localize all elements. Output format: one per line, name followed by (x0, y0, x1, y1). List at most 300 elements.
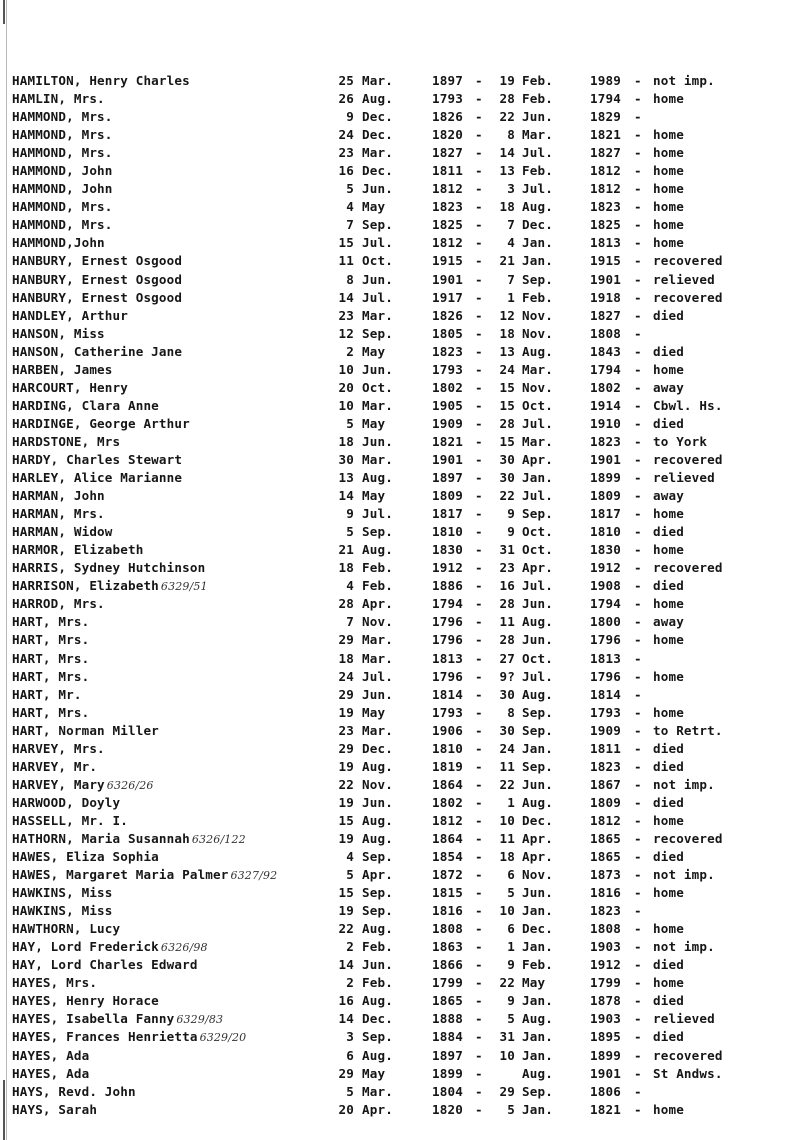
discharge-year: 1843 (590, 343, 621, 359)
discharge-day: 18 (499, 325, 515, 341)
separator-dash: - (475, 812, 483, 828)
admission-year: 1802 (432, 379, 463, 395)
discharge-year: 1794 (590, 361, 621, 377)
patient-name-text: HANBURY, Ernest Osgood (12, 253, 183, 269)
separator-dash: - (475, 73, 483, 88)
separator-dash: - (634, 488, 642, 504)
admission-year: 1796 (432, 614, 463, 630)
patient-name (12, 668, 91, 687)
admission-month: Jun. (362, 433, 393, 449)
separator-dash: - (475, 181, 483, 197)
patient-name-text: HANBURY, Ernest Osgood (12, 289, 183, 305)
discharge-month: Jan. (522, 470, 553, 486)
patient-name (12, 992, 161, 1011)
separator-dash: - (634, 885, 642, 901)
patient-name (12, 559, 207, 578)
patient-name (12, 361, 115, 380)
discharge-status: home (653, 361, 684, 377)
discharge-status: home (653, 91, 684, 107)
discharge-year: 1901 (590, 1065, 621, 1081)
discharge-status: died (653, 849, 684, 865)
discharge-year: 1867 (590, 776, 621, 792)
admission-day: 5 (346, 415, 354, 431)
admission-month: Aug. (362, 812, 393, 828)
admission-month: Aug. (362, 1047, 393, 1063)
separator-dash: - (475, 307, 483, 323)
patient-name-text: HART, Norman Miller (12, 722, 159, 738)
register-entry (12, 469, 797, 487)
separator-dash: - (634, 109, 642, 125)
discharge-status: home (653, 704, 684, 720)
separator-dash: - (475, 433, 483, 449)
admission-month: Dec. (362, 127, 393, 143)
separator-dash: - (634, 722, 642, 738)
patient-name (12, 758, 99, 777)
patient-name (12, 920, 122, 939)
admission-day: 29 (338, 632, 354, 648)
discharge-status: relieved (653, 470, 715, 486)
separator-dash: - (634, 957, 642, 973)
register-entry (12, 740, 797, 758)
register-entry (12, 361, 797, 379)
register-entry (12, 650, 797, 668)
separator-dash: - (475, 217, 483, 233)
admission-year: 1865 (432, 993, 463, 1009)
admission-year: 1866 (432, 957, 463, 973)
discharge-month: Jan. (522, 903, 553, 919)
discharge-day: 10 (499, 903, 515, 919)
separator-dash: - (475, 740, 483, 756)
admission-day: 4 (346, 578, 354, 594)
separator-dash: - (475, 830, 483, 846)
admission-day: 23 (338, 722, 354, 738)
admission-day: 30 (338, 451, 354, 467)
admission-month: Sep. (362, 217, 393, 233)
register-entry (12, 938, 797, 956)
admission-day: 7 (346, 614, 354, 630)
register-entry (12, 758, 797, 776)
admission-day: 29 (338, 740, 354, 756)
discharge-status: away (653, 614, 684, 630)
patient-name (12, 938, 208, 957)
admission-day: 25 (338, 73, 354, 88)
discharge-day: 31 (499, 542, 515, 558)
discharge-month: Nov. (522, 325, 553, 341)
patient-name-text: HART, Mr. (12, 686, 82, 702)
admission-month: Nov. (362, 614, 393, 630)
admission-month: Sep. (362, 325, 393, 341)
discharge-day: 9 (507, 957, 515, 973)
admission-month: Jun. (362, 361, 393, 377)
register-entry (12, 776, 797, 794)
register-entry (12, 631, 797, 649)
separator-dash: - (634, 542, 642, 558)
discharge-month: Jun. (522, 776, 553, 792)
separator-dash: - (634, 596, 642, 612)
admission-day: 18 (338, 650, 354, 666)
separator-dash: - (634, 614, 642, 630)
left-margin-line (6, 0, 7, 1140)
patient-name-text: HARBEN, James (12, 361, 113, 377)
discharge-year: 1823 (590, 433, 621, 449)
admission-month: Sep. (362, 903, 393, 919)
discharge-day: 1 (507, 794, 515, 810)
patient-name-text: HAWES, Margaret Maria Palmer (12, 867, 229, 883)
register-entry (12, 234, 797, 252)
admission-day: 9 (346, 506, 354, 522)
separator-dash: - (634, 217, 642, 233)
admission-month: May (362, 415, 386, 431)
admission-day: 23 (338, 307, 354, 323)
admission-month: Sep. (362, 1029, 393, 1045)
separator-dash: - (475, 415, 483, 431)
discharge-year: 1817 (590, 506, 621, 522)
register-entry (12, 325, 797, 343)
separator-dash: - (634, 433, 642, 449)
patient-name-text: HARDING, Clara Anne (12, 397, 159, 413)
discharge-status: died (653, 307, 684, 323)
admission-year: 1799 (432, 975, 463, 991)
discharge-year: 1901 (590, 451, 621, 467)
discharge-year: 1909 (590, 722, 621, 738)
patient-name-text: HARCOURT, Henry (12, 379, 128, 395)
discharge-day: 30 (499, 722, 515, 738)
admission-year: 1864 (432, 830, 463, 846)
separator-dash: - (475, 1101, 483, 1117)
patient-name (12, 469, 184, 488)
discharge-year: 1796 (590, 668, 621, 684)
admission-day: 26 (338, 91, 354, 107)
separator-dash: - (634, 849, 642, 865)
admission-year: 1804 (432, 1083, 463, 1099)
discharge-month: Jun. (522, 885, 553, 901)
admission-year: 1793 (432, 704, 463, 720)
discharge-month: Jul. (522, 578, 553, 594)
discharge-month: Feb. (522, 289, 553, 305)
discharge-month: Feb. (522, 73, 553, 88)
admission-day: 2 (346, 939, 354, 955)
patient-name (12, 126, 115, 145)
register-entry (12, 144, 797, 162)
register-entry (12, 90, 797, 108)
separator-dash: - (475, 939, 483, 955)
discharge-day: 7 (507, 271, 515, 287)
patient-name-text: HASSELL, Mr. I. (12, 812, 128, 828)
patient-name (12, 704, 91, 723)
admission-month: Apr. (362, 1101, 393, 1117)
discharge-status: died (653, 794, 684, 810)
discharge-day: 16 (499, 578, 515, 594)
discharge-month: Mar. (522, 127, 553, 143)
patient-name (12, 180, 115, 199)
admission-day: 29 (338, 686, 354, 702)
register-entry (12, 289, 797, 307)
admission-year: 1826 (432, 307, 463, 323)
separator-dash: - (634, 415, 642, 431)
admission-month: Apr. (362, 867, 393, 883)
admission-day: 13 (338, 470, 354, 486)
discharge-month: Oct. (522, 542, 553, 558)
patient-name-text: HARDINGE, George Arthur (12, 415, 190, 431)
register-entry (12, 866, 797, 884)
patient-name (12, 108, 115, 127)
discharge-year: 1829 (590, 109, 621, 125)
patient-name-text: HAWTHORN, Lucy (12, 921, 121, 937)
admission-year: 1825 (432, 217, 463, 233)
admission-day: 12 (338, 325, 354, 341)
admission-year: 1817 (432, 506, 463, 522)
separator-dash: - (475, 488, 483, 504)
admission-month: Mar. (362, 650, 393, 666)
discharge-month: Sep. (522, 271, 553, 287)
separator-dash: - (634, 397, 642, 413)
admission-year: 1864 (432, 776, 463, 792)
separator-dash: - (475, 1029, 483, 1045)
register-entry (12, 974, 797, 992)
admission-month: Aug. (362, 91, 393, 107)
admission-year: 1796 (432, 632, 463, 648)
discharge-day: 15 (499, 433, 515, 449)
admission-day: 29 (338, 1065, 354, 1081)
register-entry (12, 902, 797, 920)
register-entry (12, 668, 797, 686)
admission-year: 1823 (432, 199, 463, 215)
patient-name (12, 686, 84, 705)
patient-name-text: HAMMOND, Mrs. (12, 127, 113, 143)
register-entry (12, 307, 797, 325)
separator-dash: - (634, 632, 642, 648)
discharge-day: 19 (499, 73, 515, 88)
separator-dash: - (634, 686, 642, 702)
admission-day: 18 (338, 560, 354, 576)
admission-year: 1897 (432, 73, 463, 88)
discharge-day: 15 (499, 397, 515, 413)
discharge-year: 1865 (590, 849, 621, 865)
discharge-month: Apr. (522, 849, 553, 865)
separator-dash: - (634, 379, 642, 395)
discharge-month: Aug. (522, 614, 553, 630)
discharge-month: Sep. (522, 1083, 553, 1099)
register-entry (12, 252, 797, 270)
separator-dash: - (634, 307, 642, 323)
separator-dash: - (634, 560, 642, 576)
admission-month: Jul. (362, 289, 393, 305)
discharge-year: 1793 (590, 704, 621, 720)
admission-month: May (362, 199, 386, 215)
register-entry (12, 126, 797, 144)
patient-name (12, 577, 208, 596)
discharge-status: recovered (653, 253, 723, 269)
admission-month: Aug. (362, 993, 393, 1009)
patient-name (12, 415, 192, 434)
register-entry (12, 487, 797, 505)
discharge-year: 1827 (590, 145, 621, 161)
admission-day: 14 (338, 488, 354, 504)
admission-year: 1826 (432, 109, 463, 125)
admission-month: Mar. (362, 451, 393, 467)
admission-year: 1897 (432, 1047, 463, 1063)
separator-dash: - (634, 668, 642, 684)
discharge-status: not imp. (653, 73, 715, 88)
admission-year: 1816 (432, 903, 463, 919)
register-entry (12, 920, 797, 938)
discharge-year: 1908 (590, 578, 621, 594)
admission-month: Mar. (362, 307, 393, 323)
patient-name-text: HARMAN, Widow (12, 524, 113, 540)
discharge-year: 1878 (590, 993, 621, 1009)
admission-day: 10 (338, 361, 354, 377)
discharge-day: 24 (499, 740, 515, 756)
discharge-year: 1895 (590, 1029, 621, 1045)
discharge-month: Nov. (522, 379, 553, 395)
discharge-status: home (653, 506, 684, 522)
patient-name-text: HART, Mrs. (12, 650, 90, 666)
discharge-day: 30 (499, 686, 515, 702)
discharge-month: Jan. (522, 939, 553, 955)
discharge-year: 1816 (590, 885, 621, 901)
separator-dash: - (475, 993, 483, 1009)
discharge-month: Oct. (522, 524, 553, 540)
discharge-day: 18 (499, 849, 515, 865)
discharge-status: home (653, 199, 684, 215)
admission-year: 1812 (432, 235, 463, 251)
admission-year: 1897 (432, 470, 463, 486)
discharge-day: 22 (499, 776, 515, 792)
discharge-month: Aug. (522, 1011, 553, 1027)
discharge-year: 1810 (590, 524, 621, 540)
register-entry (12, 794, 797, 812)
discharge-month: Jan. (522, 1029, 553, 1045)
patient-name-text: HAMILTON, Henry Charles (12, 73, 190, 88)
admission-year: 1909 (432, 415, 463, 431)
admission-year: 1819 (432, 758, 463, 774)
admission-day: 4 (346, 849, 354, 865)
separator-dash: - (634, 740, 642, 756)
discharge-status: not imp. (653, 939, 715, 955)
register-entry (12, 523, 797, 541)
discharge-status: died (653, 957, 684, 973)
admission-day: 4 (346, 199, 354, 215)
discharge-month: Apr. (522, 830, 553, 846)
patient-name-text: HAMMOND, Mrs. (12, 109, 113, 125)
discharge-year: 1812 (590, 812, 621, 828)
admission-year: 1906 (432, 722, 463, 738)
separator-dash: - (475, 289, 483, 305)
admission-month: May (362, 704, 386, 720)
discharge-status: home (653, 668, 684, 684)
patient-name (12, 848, 161, 867)
discharge-month: Aug. (522, 1065, 553, 1081)
admission-year: 1830 (432, 542, 463, 558)
discharge-year: 1903 (590, 1011, 621, 1027)
patient-name-text: HARVEY, Mr. (12, 758, 98, 774)
admission-day: 24 (338, 668, 354, 684)
discharge-year: 1814 (590, 686, 621, 702)
discharge-status: home (653, 145, 684, 161)
admission-day: 20 (338, 1101, 354, 1117)
admission-year: 1793 (432, 361, 463, 377)
admission-month: Jun. (362, 181, 393, 197)
patient-name (12, 956, 200, 975)
admission-day: 22 (338, 921, 354, 937)
admission-month: Feb. (362, 975, 393, 991)
separator-dash: - (475, 975, 483, 991)
admission-month: Feb. (362, 560, 393, 576)
admission-day: 6 (346, 1047, 354, 1063)
patient-name-text: HAYS, Sarah (12, 1101, 98, 1117)
admission-year: 1872 (432, 867, 463, 883)
discharge-year: 1823 (590, 758, 621, 774)
admission-year: 1854 (432, 849, 463, 865)
handwritten-reference: 6326/98 (160, 941, 208, 955)
separator-dash: - (634, 524, 642, 540)
discharge-day: 6 (507, 867, 515, 883)
separator-dash: - (475, 325, 483, 341)
discharge-month: Jun. (522, 109, 553, 125)
register-entry (12, 1065, 797, 1083)
discharge-status: relieved (653, 1011, 715, 1027)
admission-day: 19 (338, 903, 354, 919)
admission-day: 16 (338, 993, 354, 1009)
admission-year: 1808 (432, 921, 463, 937)
discharge-day: 13 (499, 343, 515, 359)
discharge-month: Nov. (522, 867, 553, 883)
separator-dash: - (634, 199, 642, 215)
discharge-status: home (653, 921, 684, 937)
separator-dash: - (634, 830, 642, 846)
discharge-month: Jan. (522, 1101, 553, 1117)
register-entry (12, 992, 797, 1010)
admission-year: 1805 (432, 325, 463, 341)
admission-month: Jul. (362, 506, 393, 522)
discharge-day: 11 (499, 830, 515, 846)
admission-day: 5 (346, 1083, 354, 1099)
discharge-day: 9? (499, 668, 515, 684)
separator-dash: - (634, 776, 642, 792)
register-entry (12, 1047, 797, 1065)
discharge-year: 1910 (590, 415, 621, 431)
discharge-day: 1 (507, 289, 515, 305)
register-entry (12, 216, 797, 234)
admission-day: 3 (346, 1029, 354, 1045)
patient-name-text: HAMMOND, Mrs. (12, 217, 113, 233)
admission-month: Feb. (362, 578, 393, 594)
discharge-year: 1813 (590, 650, 621, 666)
patient-name-text: HAYS, Revd. John (12, 1083, 136, 1099)
admission-day: 2 (346, 343, 354, 359)
admission-month: May (362, 343, 386, 359)
patient-name (12, 505, 107, 524)
discharge-month: Jun. (522, 632, 553, 648)
separator-dash: - (634, 1011, 642, 1027)
separator-dash: - (634, 1101, 642, 1117)
discharge-day: 22 (499, 975, 515, 991)
register-entry (12, 613, 797, 631)
separator-dash: - (634, 1047, 642, 1063)
discharge-month: Sep. (522, 722, 553, 738)
handwritten-reference: 6326/122 (191, 832, 246, 846)
patient-name-text: HAYES, Henry Horace (12, 993, 159, 1009)
admission-year: 1915 (432, 253, 463, 269)
discharge-year: 1823 (590, 903, 621, 919)
patient-name (12, 234, 107, 253)
patient-name (12, 812, 130, 831)
separator-dash: - (634, 975, 642, 991)
admission-day: 28 (338, 596, 354, 612)
admission-month: Jun. (362, 271, 393, 287)
register-entry (12, 343, 797, 361)
admission-day: 19 (338, 704, 354, 720)
